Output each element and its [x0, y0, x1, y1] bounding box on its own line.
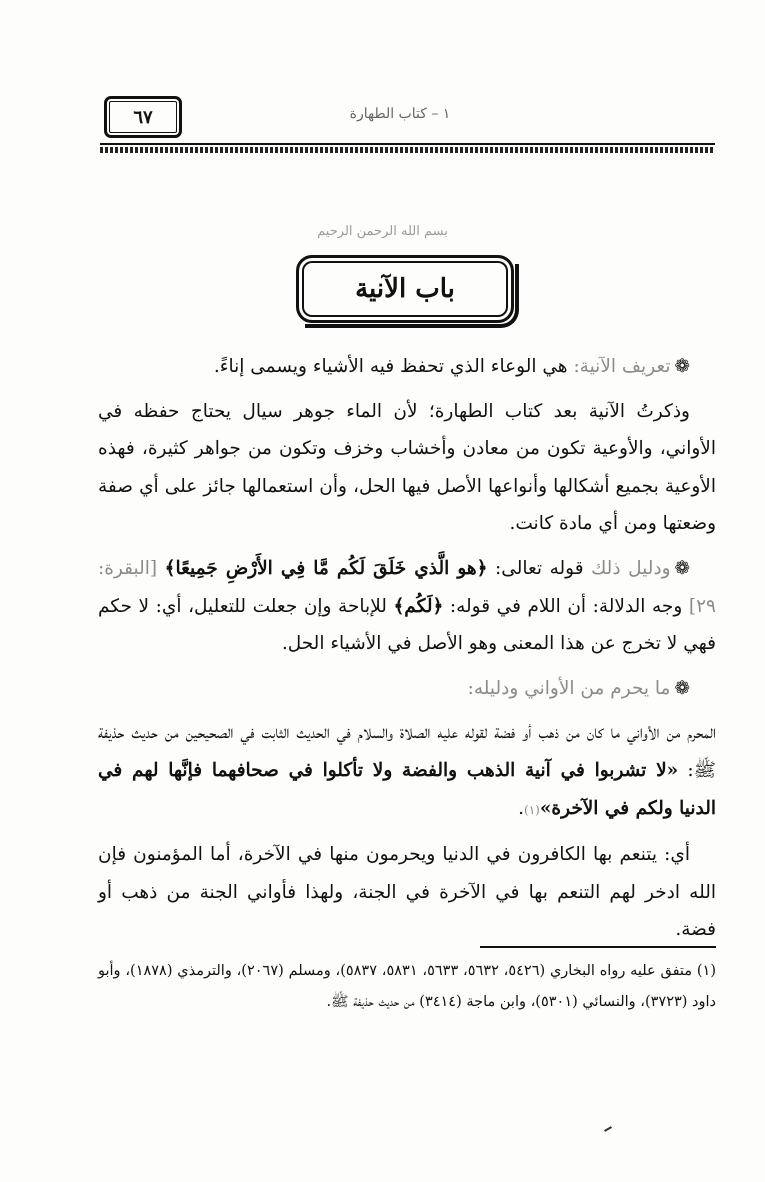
paragraph-definition: ❁تعريف الآنية: هي الوعاء الذي تحفظ فيه الأشياء ويسمى إناءً.	[213, 356, 690, 377]
flower-bullet-icon: ❁	[674, 356, 690, 377]
footnote-1: (١) متفق عليه رواه البخاري (٥٤٢٦، ٥٦٣٢، ٥٦٣٣، ٥٨٣١، ٥٨٣٧)، ومسلم (٢٠٦٧)، والترمذي (١٨٧٨)، وأبو داود (٣٧٢٣)، والنسائي (٥٣٠١)، وابن ماجة (٣٤١٤) من حديث حذيفة ﷺ.	[98, 963, 716, 1010]
chapter-title: باب الآنية	[355, 274, 455, 304]
body-text	[98, 348, 716, 949]
header-rule	[100, 143, 715, 153]
paragraph-meaning: أي: يتنعم بها الكافرون في الدنيا ويحرمون منها في الآخرة، أما المؤمنون فإن الله ادخر لهم التنعم بها في الآخرة في الجنة، ولهذا فأواني الجنة من ذهب أو فضة.	[98, 844, 716, 941]
page-number: ٦٧	[104, 96, 182, 138]
hadith-quote: «لا تشربوا في آنية الذهب والفضة ولا تأكلوا في صحافهما فإنَّها لهم في الدنيا ولكم في الآخرة»	[98, 759, 716, 819]
section-lead: ودليل ذلك	[591, 557, 671, 579]
quran-verse: ﴿هو الَّذي خَلَقَ لَكُم مَّا فِي الأَرْضِ جَمِيعًا﴾	[164, 557, 488, 579]
verse-reference: [البقرة: ٢٩]	[98, 557, 716, 617]
basmala: بسم الله الرحمن الرحيم	[317, 224, 448, 239]
scan-mark	[604, 1126, 612, 1132]
flower-bullet-icon: ❁	[674, 677, 690, 699]
footnote-rule	[480, 946, 716, 948]
section-heading-prohibited	[98, 670, 716, 708]
flower-bullet-icon: ❁	[674, 557, 691, 579]
footnote-reference: (١)	[524, 802, 540, 817]
paragraph-evidence: ❁ودليل ذلك قوله تعالى: ﴿هو الَّذي خَلَقَ لَكُم مَّا فِي الأَرْضِ جَمِيعًا﴾ [البقرة: ٢٩] وجه الدلالة: أن اللام في قوله: ﴿لَكُم﴾ للإباحة وإن جعلت للتعليل، أي: لا حكم فهي لا تخرج عن هذا المعنى وهو الأصل في الأشياء الحل.	[98, 557, 716, 655]
quran-word: ﴿لَكُم﴾	[393, 595, 444, 617]
section-lead: تعريف الآنية:	[573, 356, 671, 377]
paragraph-explanation: وذكرتُ الآنية بعد كتاب الطهارة؛ لأن الماء جوهر سيال يحتاج حفظه في الأواني، والأوعية تكون من معادن وأخشاب وخزف وتكون من جواهر كثيرة، فهذه الأوعية بجميع أشكالها وأنواعها الأصل فيها الحل، وأن استعمالها جائز على أي صفة وضعتها ومن أي مادة كانت.	[98, 400, 716, 535]
chapter-title-frame	[296, 255, 514, 323]
page-header	[100, 96, 715, 144]
running-title: ١ – كتاب الطهارة	[349, 106, 451, 122]
paragraph-prohibition: المحرم من الأواني ما كان من ذهب أو فضة لقوله عليه الصلاة والسلام في الحديث الثابت في الصحيحين من حديث حذيفة ﷺ: «لا تشربوا في آنية الذهب والفضة ولا تأكلوا في صحافهما فإنَّها لهم في الدنيا ولكم في الآخرة»(١).	[98, 722, 716, 819]
footnotes	[98, 956, 716, 1018]
section-lead: ما يحرم من الأواني ودليله:	[467, 677, 671, 699]
